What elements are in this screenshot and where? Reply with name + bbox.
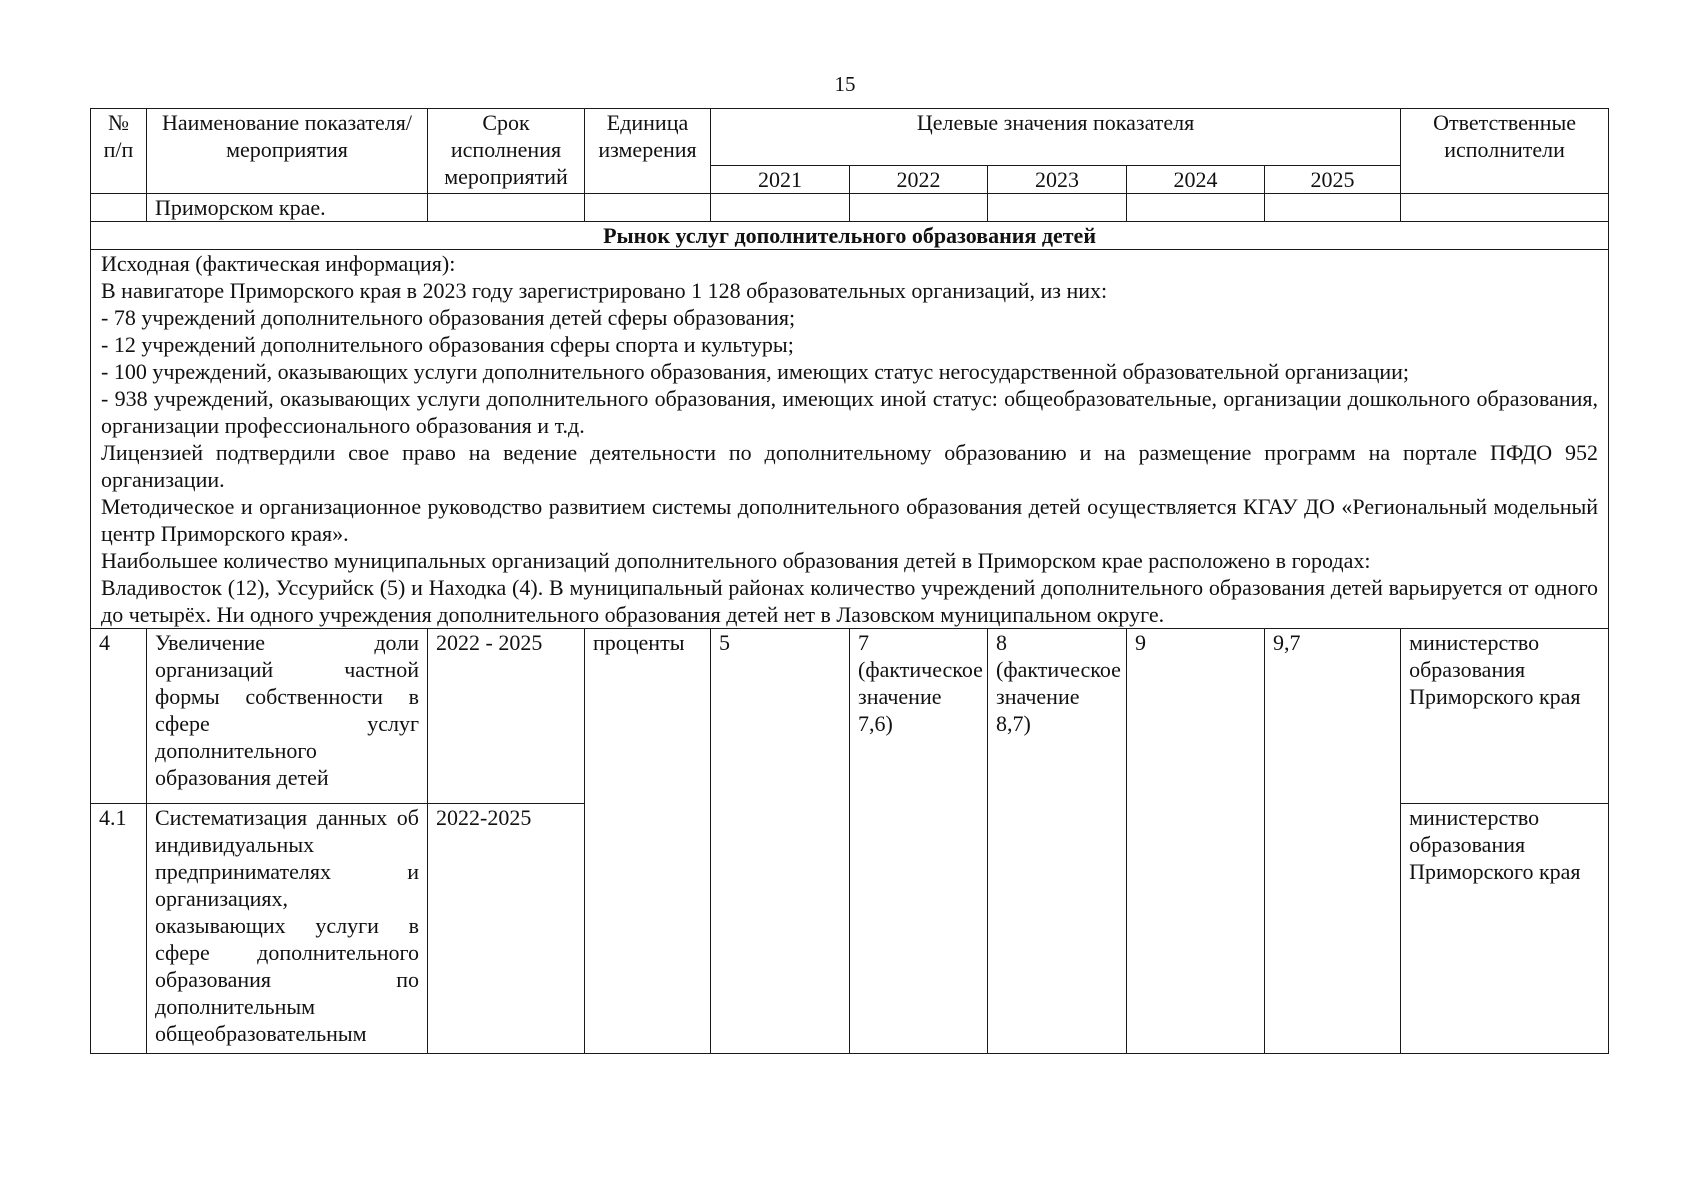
row-value-2024: 9: [1127, 629, 1265, 1054]
row-value-2021: 5: [711, 629, 850, 1054]
cell-empty: [585, 194, 711, 222]
indicators-table: [90, 108, 1609, 1054]
info-block: [91, 250, 1609, 629]
row-term: 2022-2025: [428, 804, 585, 1054]
header-year-2024: 2024: [1127, 166, 1265, 194]
header-term: Срок исполнения мероприятий: [428, 109, 585, 194]
cell-empty: [91, 194, 147, 222]
header-year-2022: 2022: [850, 166, 988, 194]
header-year-2021: 2021: [711, 166, 850, 194]
page-number: 15: [834, 72, 856, 96]
row-unit: проценты: [585, 629, 711, 1054]
info-paragraph: Методическое и организационное руководство развитием системы дополнительного образования детей осуществляется КГАУ ДО «Региональный модельный центр Приморского края».: [101, 494, 1599, 546]
row-num: 4: [91, 629, 147, 804]
cell-empty: [1265, 194, 1401, 222]
header-name: Наименование показателя/мероприятия: [147, 109, 428, 194]
header-year-2025: 2025: [1265, 166, 1401, 194]
continuation-text: Приморском крае.: [147, 194, 428, 222]
cell-empty: [850, 194, 988, 222]
table-row: [91, 629, 1609, 804]
row-value-2025: 9,7: [1265, 629, 1401, 1054]
header-target: Целевые значения показателя: [711, 109, 1401, 166]
cell-empty: [988, 194, 1127, 222]
info-paragraph: - 12 учреждений дополнительного образования сферы спорта и культуры;: [101, 332, 794, 357]
header-year-2023: 2023: [988, 166, 1127, 194]
info-paragraph: - 78 учреждений дополнительного образования детей сферы образования;: [101, 305, 796, 330]
info-paragraph: Лицензией подтвердили свое право на ведение деятельности по дополнительному образованию и на размещение программ на портале ПФДО 952 организации.: [101, 440, 1599, 492]
cell-empty: [428, 194, 585, 222]
cell-empty: [711, 194, 850, 222]
cell-empty: [1127, 194, 1265, 222]
header-num: № п/п: [91, 109, 147, 194]
section-title: Рынок услуг дополнительного образования детей: [91, 222, 1609, 250]
row-num: 4.1: [91, 804, 147, 1054]
row-responsible: министерство образования Приморского края: [1401, 804, 1609, 1054]
info-paragraph: Наибольшее количество муниципальных организаций дополнительного образования детей в Приморском крае расположено в городах:: [101, 548, 1371, 573]
info-paragraph: - 100 учреждений, оказывающих услуги дополнительного образования, имеющих статус негосударственной образовательной организации;: [101, 359, 1410, 384]
continuation-row: [91, 194, 1609, 222]
row-term: 2022 - 2025: [428, 629, 585, 804]
info-paragraph: В навигаторе Приморского края в 2023 году зарегистрировано 1 128 образовательных организаций, из них:: [101, 278, 1108, 303]
header-responsible: Ответственные исполнители: [1401, 109, 1609, 194]
row-name: Увеличение доли организаций частной формы собственности в сфере услуг дополнительного образования детей: [147, 629, 428, 804]
row-responsible: министерство образования Приморского края: [1401, 629, 1609, 804]
row-value-2023: 8 (фактическое значение 8,7): [988, 629, 1127, 1054]
info-paragraph: - 938 учреждений, оказывающих услуги дополнительного образования, имеющих иной статус: общеобразовательные, организации дошкольного образования, организации профессионального образования и т.д.: [101, 386, 1599, 438]
header-unit: Единица измерения: [585, 109, 711, 194]
row-name: Систематизация данных об индивидуальных предпринимателях и организациях, оказывающих услуги в сфере дополнительного образования по дополнительным общеобразовательным: [147, 804, 428, 1054]
cell-empty: [1401, 194, 1609, 222]
row-value-2022: 7 (фактическое значение 7,6): [850, 629, 988, 1054]
info-paragraph: Владивосток (12), Уссурийск (5) и Находка (4). В муниципальный районах количество учреждений дополнительного образования детей варьируется от одного до четырёх. Ни одного учреждения дополнительного образования детей нет в Лазовском муниципальном округе.: [101, 575, 1599, 627]
info-paragraph: Исходная (фактическая информация):: [101, 251, 456, 276]
